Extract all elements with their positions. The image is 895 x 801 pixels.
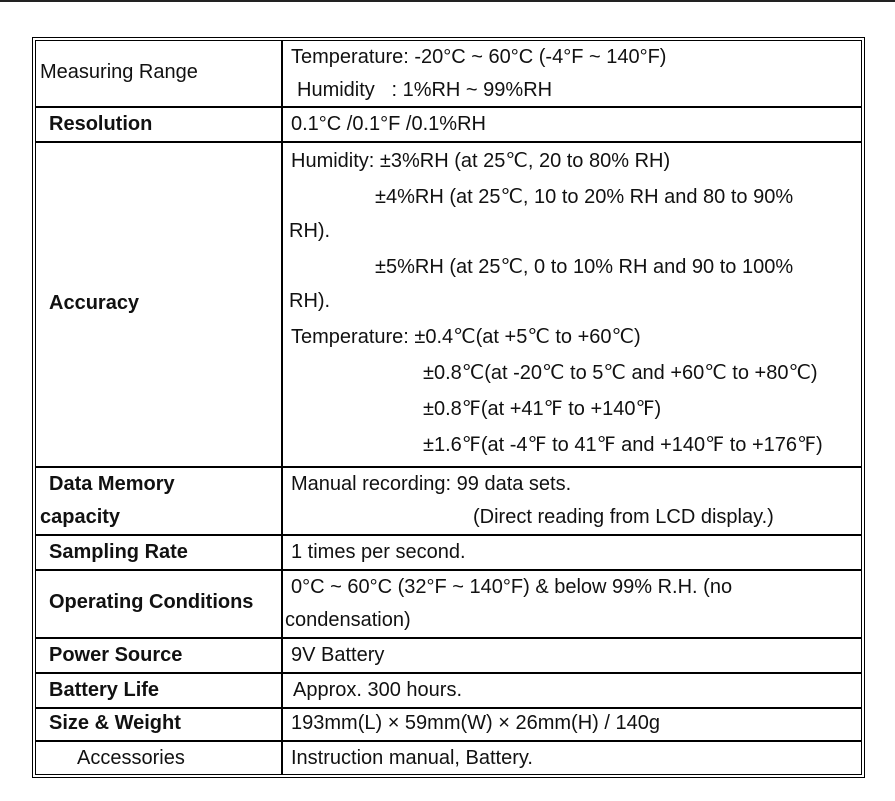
row-operating-conditions: [36, 569, 861, 637]
resolution-value: 0.1°C /0.1°F /0.1%RH: [291, 113, 486, 135]
sampling-rate-label: Sampling Rate: [49, 541, 188, 563]
battery-life-label: Battery Life: [49, 679, 160, 701]
row-battery-life: [36, 672, 861, 707]
row-resolution: [36, 106, 861, 141]
accuracy-temperature-line-4: ±1.6℉(at -4℉ to 41℉ and +140℉ to +176℉): [423, 434, 823, 456]
accuracy-humidity-line-1: Humidity: ±3%RH (at 25℃, 20 to 80% RH): [291, 150, 671, 172]
row-power-source: [36, 637, 861, 672]
accuracy-humidity-line-4: ±5%RH (at 25℃, 0 to 10% RH and 90 to 100%: [375, 256, 794, 278]
measuring-range-label: Measuring Range: [40, 61, 198, 83]
sampling-rate-value: 1 times per second.: [291, 541, 466, 563]
battery-life-value: Approx. 300 hours.: [293, 679, 462, 701]
specifications-table: [32, 37, 865, 778]
data-memory-label-line-1: Data Memory: [49, 473, 175, 495]
row-measuring-range: [36, 41, 861, 106]
power-source-label: Power Source: [49, 644, 183, 666]
top-rule: [0, 0, 895, 2]
row-accessories: [36, 740, 861, 774]
row-size-weight: [36, 707, 861, 740]
measuring-range-temperature: Temperature: -20°C ~ 60°C (-4°F ~ 140°F): [291, 46, 667, 68]
accuracy-humidity-line-2: ±4%RH (at 25℃, 10 to 20% RH and 80 to 90%: [375, 186, 794, 208]
row-sampling-rate: [36, 534, 861, 569]
resolution-label: Resolution: [49, 113, 153, 135]
row-accuracy: [36, 141, 861, 466]
size-weight-value: 193mm(L) × 59mm(W) × 26mm(H) / 140g: [291, 712, 660, 734]
size-weight-label: Size & Weight: [49, 712, 181, 734]
row-data-memory: [36, 466, 861, 534]
operating-conditions-line-1: 0°C ~ 60°C (32°F ~ 140°F) & below 99% R.H. (no: [291, 576, 733, 598]
accuracy-temperature-line-1: Temperature: ±0.4℃(at +5℃ to +60℃): [291, 326, 641, 348]
operating-conditions-line-2: condensation): [285, 609, 411, 631]
data-memory-label-line-2: capacity: [40, 506, 121, 528]
accessories-value: Instruction manual, Battery.: [291, 747, 533, 769]
power-source-value: 9V Battery: [291, 644, 385, 666]
accuracy-temperature-line-3: ±0.8℉(at +41℉ to +140℉): [423, 398, 662, 420]
accuracy-temperature-line-2: ±0.8℃(at -20℃ to 5℃ and +60℃ to +80℃): [423, 362, 818, 384]
measuring-range-humidity: Humidity : 1%RH ~ 99%RH: [297, 79, 553, 101]
data-memory-line-1: Manual recording: 99 data sets.: [291, 473, 572, 495]
accuracy-humidity-line-3: RH).: [289, 220, 331, 242]
operating-conditions-label: Operating Conditions: [49, 591, 254, 613]
accuracy-humidity-line-5: RH).: [289, 290, 331, 312]
accessories-label: Accessories: [77, 747, 185, 769]
accuracy-label: Accuracy: [49, 292, 140, 314]
data-memory-line-2: (Direct reading from LCD display.): [473, 506, 774, 528]
